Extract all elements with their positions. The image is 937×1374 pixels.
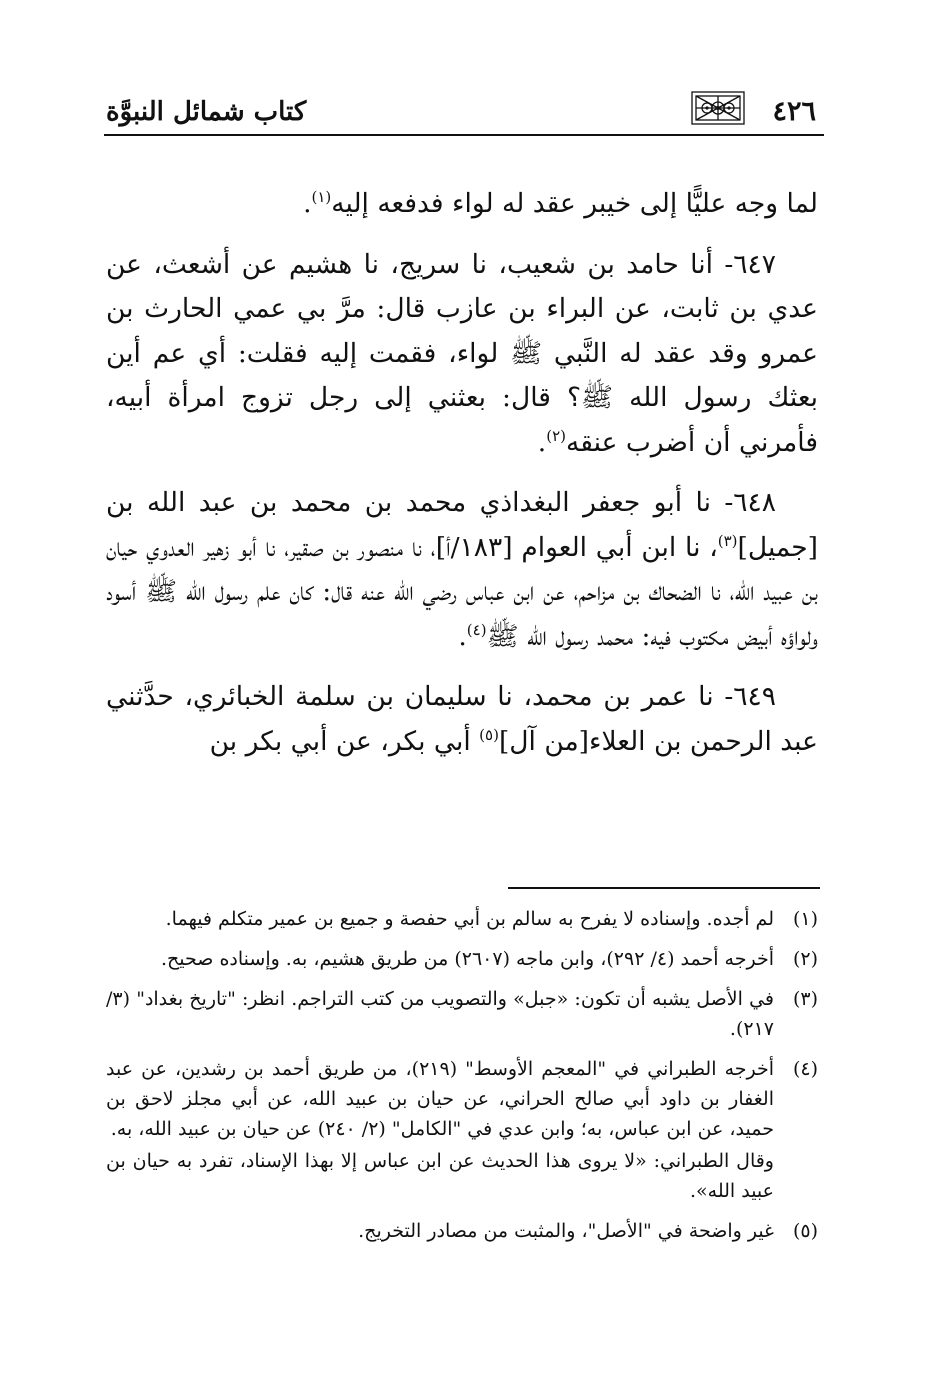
main-text	[106, 182, 818, 764]
footnote-item	[106, 1216, 818, 1246]
paragraph-end: .	[303, 188, 312, 219]
footnote-item	[106, 904, 818, 934]
ornament-icon	[690, 90, 746, 126]
footnote-number: (١)	[792, 908, 818, 930]
hadith-649-text-cont: أبي بكر، عن أبي بكر بن	[209, 725, 480, 757]
footnotes	[106, 904, 818, 1256]
footnote-ref: (٣)	[717, 531, 738, 550]
page-header	[100, 88, 822, 136]
footnote-item	[106, 944, 818, 974]
header-divider	[104, 134, 824, 136]
page-number: ٤٢٦	[772, 96, 816, 127]
footnote-ref: (٢)	[546, 426, 567, 445]
hadith-647-text: ٦٤٧- أنا حامد بن شعيب، نا سريج، نا هشيم عن أشعث، عن عدي بن ثابت، عن البراء بن عازب قال: مرَّ بي عمي الحارث بن عمرو وقد عقد له النَّبي ﷺ لواء، فقمت إليه فقلت: أي عم أين بعثك رسول الله ﷺ؟ قال: بعثني إلى رجل تزوج امرأة أبيه، فأمرني أن أضرب عنقه	[106, 248, 818, 458]
hadith-649-text: ٦٤٩- نا عمر بن محمد، نا سليمان بن سلمة الخبائري، حدَّثني عبد الرحمن بن العلاء[من آل]	[106, 681, 818, 757]
footnote-item	[106, 1054, 818, 1206]
hadith-648-text-cont: ، نا ابن أبي العوام [١٨٣/أ]، نا منصور بن صقير، نا أبو زهير العدوي حيان بن عبيد الله، نا الضحاك بن مزاحم، عن ابن عباس رضي الله عنه قال: كان علم رسول الله ﷺ أسود ولواؤه أبيض مكتوب فيه: محمد رسول الله ﷺ	[106, 531, 818, 652]
paragraph-end: .	[537, 426, 547, 458]
footnote-number: (٥)	[792, 1220, 818, 1242]
footnote-number: (٢)	[792, 948, 818, 970]
footnote-item	[106, 984, 818, 1044]
footnote-text: غير واضحة في "الأصل"، والمثبت من مصادر التخريج.	[358, 1220, 774, 1242]
footnote-ref: (٤)	[466, 620, 487, 639]
footnote-body	[106, 1054, 774, 1206]
footnote-text: لم أجده. وإسناده لا يفرح به سالم بن أبي حفصة و جميع بن عمير متكلم فيهما.	[165, 908, 774, 930]
footnote-text: أخرجه الطبراني في "المعجم الأوسط" (٢١٩)، من طريق أحمد بن رشدين، عن عبد الغفار بن داود أبي صالح الحراني، عن حيان بن عبيد الله، عن أبي مجلز لاحق بن حميد، عن ابن عباس، به؛ وابن عدي في "الكامل" (٢/ ٢٤٠) عن حيان بن عبيد الله، به.	[106, 1058, 775, 1140]
paragraph-intro	[106, 182, 818, 227]
footnote-extra: وقال الطبراني: «لا يروى هذا الحديث عن ابن عباس إلا بهذا الإسناد، تفرد به حيان بن عبيد الله».	[106, 1150, 774, 1202]
hadith-648-text: ٦٤٨- نا أبو جعفر البغداذي محمد بن محمد بن عبد الله بن [جميل]	[106, 487, 818, 563]
paragraph-end: .	[458, 620, 467, 652]
paragraph-intro-text: لما وجه عليًّا إلى خيبر عقد له لواء فدفعه إليه	[331, 188, 818, 219]
footnote-number: (٣)	[792, 988, 818, 1010]
hadith-647	[106, 243, 818, 466]
hadith-648	[106, 481, 818, 659]
hadith-649	[106, 675, 818, 764]
footnote-ref: (١)	[311, 188, 332, 207]
footnote-text: في الأصل يشبه أن تكون: «جبل» والتصويب من كتب التراجم. انظر: "تاريخ بغداد" (٣/ ٢١٧).	[106, 988, 774, 1040]
footnote-number: (٤)	[792, 1058, 818, 1080]
footnote-text: أخرجه أحمد (٤/ ٢٩٢)، وابن ماجه (٢٦٠٧) من طريق هشيم، به. وإسناده صحيح.	[160, 948, 774, 970]
footnote-ref: (٥)	[479, 725, 499, 744]
book-title: كتاب شمائل النبوَّة	[106, 97, 307, 127]
footnote-divider	[508, 887, 820, 889]
